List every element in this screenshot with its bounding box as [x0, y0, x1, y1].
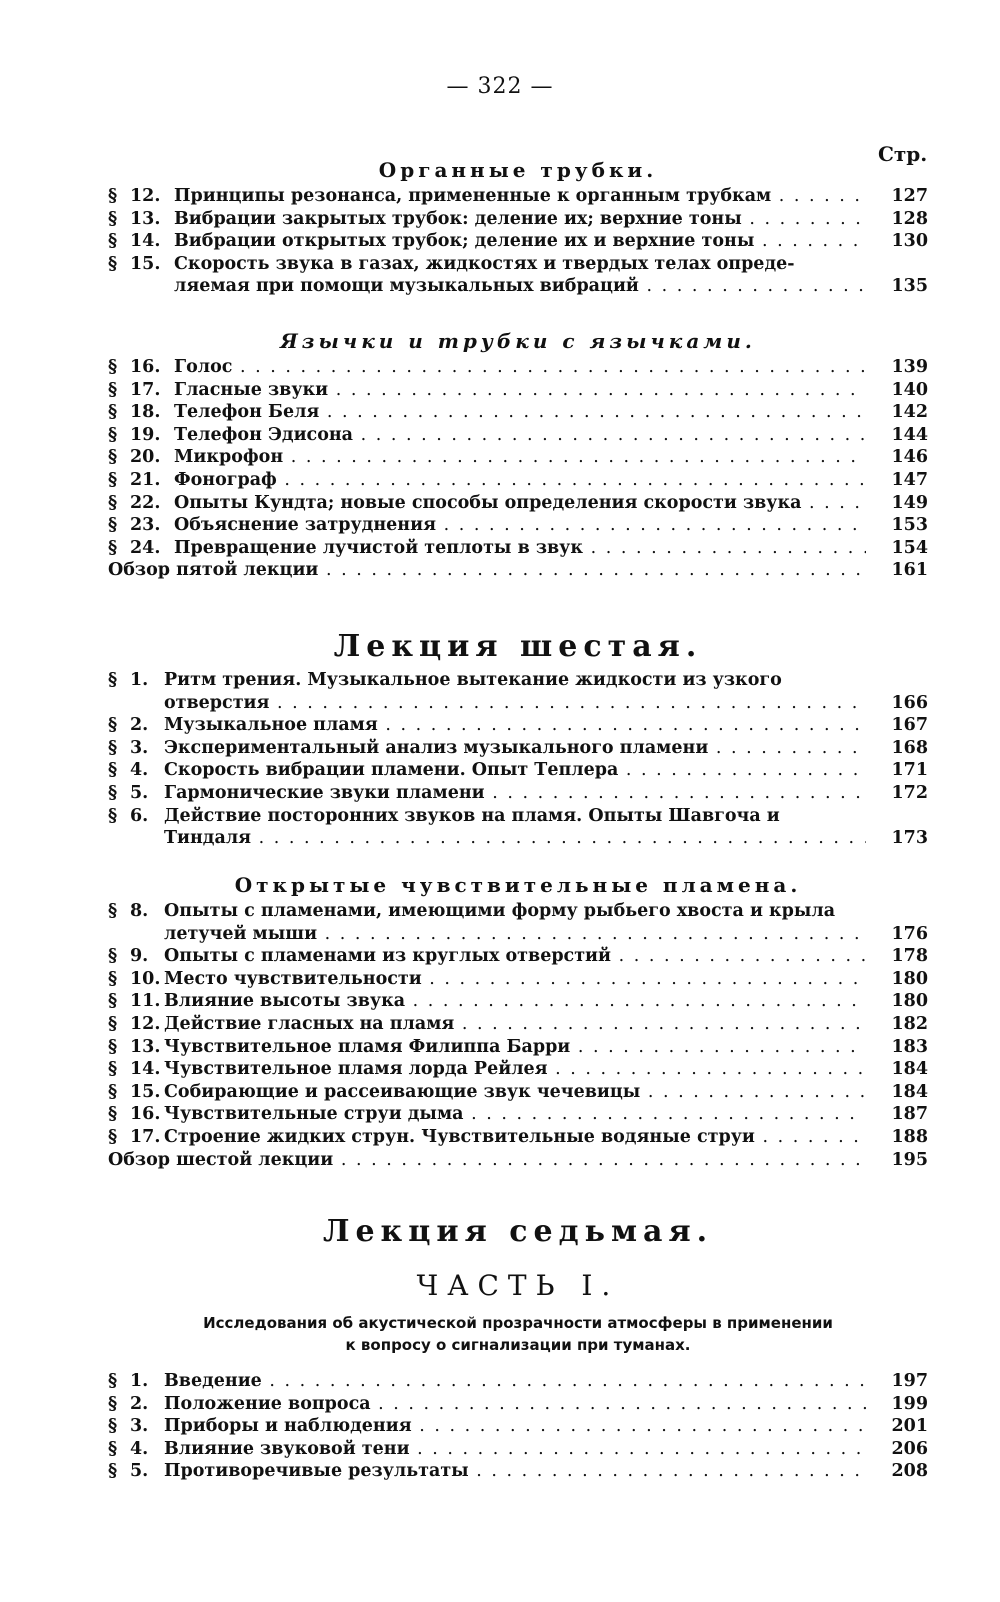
toc-entry: § 3. Приборы и наблюдения . . . 201	[108, 1415, 928, 1438]
toc-entry-page: 184	[891, 1081, 928, 1102]
toc-entry-continuation	[108, 692, 928, 715]
toc-entry: § 8. Опыты с пламенами, имеющими форму рыбьего хвоста и крыла	[108, 900, 928, 923]
toc-entry: § 22. Опыты Кундта; новые способы определения скорости звука . . . 149	[108, 492, 928, 515]
toc-entry-title-line2: Тиндаля . . .	[164, 827, 866, 850]
toc-entry-title: Действие гласных на пламя . . .	[164, 1013, 866, 1036]
toc-entry-title-line1: Скорость звука в газах, жидкостях и твердых телах опреде-	[174, 253, 795, 274]
lecture-title: Лекция седьмая.	[322, 1214, 714, 1249]
toc-entry-page: 206	[891, 1438, 928, 1459]
toc-entry: § 5. Противоречивые результаты . . . 208	[108, 1460, 928, 1483]
toc-entry-title: Вибрации закрытых трубок: деление их; верхние тоны . . .	[174, 208, 866, 231]
toc-entry-page: 173	[891, 828, 928, 849]
toc-entry-page: 199	[891, 1393, 928, 1414]
toc-entry: § 17. Строение жидких струн. Чувствительные водяные струи . . . 188	[108, 1126, 928, 1149]
toc-entry-title: Опыты Кундта; новые способы определения скорости звука . . .	[174, 492, 866, 515]
toc-entry-title: Вибрации открытых трубок; деление их и верхние тоны . . .	[174, 230, 866, 253]
toc-entry-title: Обзор пятой лекции . . .	[108, 559, 866, 582]
toc-entry-page: 130	[891, 231, 928, 252]
toc-entry-page: 149	[891, 492, 928, 513]
toc-entry-title: Гармонические звуки пламени . . .	[164, 782, 866, 805]
toc-entry-title: Музыкальное пламя . . .	[164, 714, 866, 737]
toc-entry-title: Собирающие и рассеивающие звук чечевицы . . .	[164, 1081, 866, 1104]
toc-entry-title: Гласные звуки . . .	[174, 379, 866, 402]
toc-entry-page: 188	[891, 1126, 928, 1147]
toc-entry: § 16. Голос . . . 139	[108, 356, 928, 379]
toc-entry-title: Телефон Эдисона . . .	[174, 424, 866, 447]
toc-entry: § 17. Гласные звуки . . . 140	[108, 379, 928, 402]
toc-entry: § 13. Вибрации закрытых трубок: деление их; верхние тоны . . . 128	[108, 208, 928, 231]
toc-entry: § 15. Скорость звука в газах, жидкостях и твердых телах опреде-	[108, 253, 928, 276]
toc-entry-page: 176	[891, 923, 928, 944]
toc-entry: § 14. Вибрации открытых трубок; деление их и верхние тоны . . . 130	[108, 230, 928, 253]
toc-entry-title: Принципы резонанса, примененные к органным трубкам . . .	[174, 185, 866, 208]
toc-entry: § 15. Собирающие и рассеивающие звук чечевицы . . . 184	[108, 1081, 928, 1104]
section-title: Язычки и трубки с язычками.	[280, 329, 756, 353]
toc-entry-page: 161	[891, 560, 928, 581]
part-subtitle	[108, 1312, 928, 1356]
toc-entry-page: 197	[891, 1371, 928, 1391]
toc-entry-title: Фонограф . . .	[174, 469, 866, 492]
toc-entry: § 2. Музыкальное пламя . . . 167	[108, 714, 928, 737]
toc-entry-title: Превращение лучистой теплоты в звук . . .	[174, 537, 866, 560]
toc-entry-page: 147	[891, 469, 928, 490]
toc-entry-page: 168	[891, 737, 928, 758]
toc-entry-page: 153	[891, 515, 928, 536]
toc-entry-page: 139	[891, 357, 928, 377]
toc-entry-continuation	[108, 275, 928, 298]
toc-entry-title-line1: Действие посторонних звуков на пламя. Опыты Шавгоча и	[164, 805, 780, 826]
toc-entry: § 14. Чувствительное пламя лорда Рейлея . . . 184	[108, 1058, 928, 1081]
toc-review-entry	[108, 559, 928, 582]
toc-entry-page: 172	[891, 782, 928, 803]
toc-entry-continuation	[108, 923, 928, 946]
toc-entry-page: 135	[891, 276, 928, 297]
toc-entry-title: Скорость вибрации пламени. Опыт Теплера . . .	[164, 759, 866, 782]
toc-entry-title: Чувствительное пламя Филиппа Барри . . .	[164, 1036, 866, 1059]
toc-entry-page: 195	[891, 1149, 928, 1170]
pages-column-label: Стр.	[878, 142, 928, 166]
toc-entry: § 6. Действие посторонних звуков на пламя. Опыты Шавгоча и	[108, 805, 928, 828]
section-lecture-seven	[108, 1210, 928, 1483]
toc-entry: § 16. Чувствительные струи дыма . . . 187	[108, 1103, 928, 1126]
toc-entry-page: 146	[891, 447, 928, 468]
toc-entry-title: Экспериментальный анализ музыкального пламени . . .	[164, 737, 866, 760]
section-lecture-six	[108, 625, 928, 850]
toc-entry-title-line2: ляемая при помощи музыкальных вибраций . . .	[174, 275, 866, 298]
part-subtitle-line2: к вопросу о сигнализации при туманах.	[345, 1336, 691, 1354]
toc-entry-title: Влияние высоты звука . . .	[164, 990, 866, 1013]
part-title: ЧАСТЬ I.	[416, 1269, 620, 1302]
toc-entry-title: Приборы и наблюдения . . .	[164, 1415, 866, 1438]
toc-entry-title: Чувствительное пламя лорда Рейлея . . .	[164, 1058, 866, 1081]
toc-entry-page: 171	[891, 760, 928, 781]
toc-entry: § 11. Влияние высоты звука . . . 180	[108, 990, 928, 1013]
toc-entry: § 4. Скорость вибрации пламени. Опыт Теплера . . . 171	[108, 759, 928, 782]
toc-entry-title: Опыты с пламенами из круглых отверстий . . .	[164, 945, 866, 968]
toc-entry-title: Объяснение затруднения . . .	[174, 514, 866, 537]
toc-entry: § 9. Опыты с пламенами из круглых отверстий . . . 178	[108, 945, 928, 968]
page-number: — 322 —	[446, 74, 554, 99]
toc-entry-page: 142	[891, 402, 928, 423]
toc-entry: § 20. Микрофон . . . 146	[108, 446, 928, 469]
toc-entry-page: 144	[891, 424, 928, 445]
toc-entry: § 18. Телефон Беля . . . 142	[108, 401, 928, 424]
toc-entry: § 19. Телефон Эдисона . . . 144	[108, 424, 928, 447]
toc-entry-title-line2: летучей мыши . . .	[164, 923, 866, 946]
toc-entry-title: Чувствительные струи дыма . . .	[164, 1103, 866, 1126]
toc-entry-title: Обзор шестой лекции . . .	[108, 1149, 866, 1172]
section-organ-pipes	[108, 155, 928, 298]
toc-entry-page: 182	[891, 1013, 928, 1034]
toc-entry: § 1. Ритм трения. Музыкальное вытекание жидкости из узкого	[108, 669, 928, 692]
toc-entry-title: Введение . . .	[164, 1370, 866, 1393]
toc-entry: § 23. Объяснение затруднения . . . 153	[108, 514, 928, 537]
toc-entry-page: 208	[891, 1461, 928, 1482]
toc-entry-title-line1: Опыты с пламенами, имеющими форму рыбьего хвоста и крыла	[164, 901, 836, 921]
toc-entry: § 2. Положение вопроса . . . 199	[108, 1393, 928, 1416]
part-subtitle-line1: Исследования об акустической прозрачности атмосферы в применении	[203, 1314, 833, 1332]
toc-entry-page: 127	[891, 186, 928, 206]
toc-entry-title: Голос . . .	[174, 356, 866, 379]
toc-entry: § 4. Влияние звуковой тени . . . 206	[108, 1438, 928, 1461]
toc-entry-page: 140	[891, 379, 928, 400]
section-open-flames	[108, 870, 928, 1171]
section-title: Открытые чувствительные пламена.	[234, 873, 802, 897]
toc-entry-page: 154	[891, 537, 928, 558]
toc-entry-title: Телефон Беля . . .	[174, 401, 866, 424]
section-title: Органные трубки.	[378, 158, 658, 182]
lecture-title: Лекция шестая.	[333, 629, 703, 664]
toc-entry-page: 178	[891, 946, 928, 967]
toc-entry: § 12. Принципы резонанса, примененные к органным трубкам . . . 127	[108, 185, 928, 208]
toc-entry-page: 128	[891, 208, 928, 229]
toc-entry: § 3. Экспериментальный анализ музыкального пламени . . . 168	[108, 737, 928, 760]
toc-entry-title: Строение жидких струн. Чувствительные водяные струи . . .	[164, 1126, 866, 1149]
toc-entry: § 1. Введение . . . 197	[108, 1370, 928, 1393]
toc-entry-page: 183	[891, 1036, 928, 1057]
toc-entry: § 24. Превращение лучистой теплоты в звук . . . 154	[108, 537, 928, 560]
toc-entry-page: 180	[891, 968, 928, 989]
toc-entry-title: Влияние звуковой тени . . .	[164, 1438, 866, 1461]
toc-entry-title: Противоречивые результаты . . .	[164, 1460, 866, 1483]
toc-entry-page: 166	[891, 692, 928, 713]
toc-entry-title: Микрофон . . .	[174, 446, 866, 469]
toc-entry: § 13. Чувствительное пламя Филиппа Барри . . . 183	[108, 1036, 928, 1059]
toc-entry-page: 184	[891, 1059, 928, 1080]
toc-entry-page: 201	[891, 1416, 928, 1437]
toc-entry: § 21. Фонограф . . . 147	[108, 469, 928, 492]
toc-entry-title: Положение вопроса . . .	[164, 1393, 866, 1416]
toc-entry-title-line2: отверстия . . .	[164, 692, 866, 715]
toc-entry-continuation	[108, 827, 928, 850]
toc-entry-page: 187	[891, 1104, 928, 1125]
toc-entry: § 10. Место чувствительности . . . 180	[108, 968, 928, 991]
toc-entry-title: Место чувствительности . . .	[164, 968, 866, 991]
toc-entry-page: 167	[891, 715, 928, 736]
toc-entry-page: 180	[891, 991, 928, 1012]
toc-entry: § 5. Гармонические звуки пламени . . . 172	[108, 782, 928, 805]
section-reeds	[108, 326, 928, 582]
toc-review-entry	[108, 1149, 928, 1172]
toc-entry-title-line1: Ритм трения. Музыкальное вытекание жидкости из узкого	[164, 670, 782, 690]
toc-entry: § 12. Действие гласных на пламя . . . 182	[108, 1013, 928, 1036]
